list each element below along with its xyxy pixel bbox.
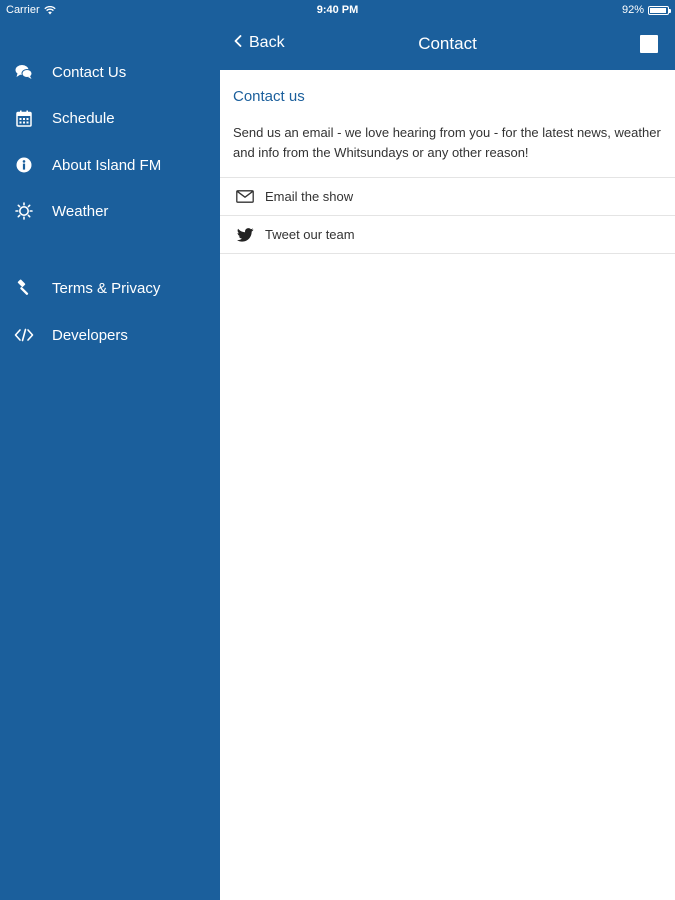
sidebar-item-schedule[interactable] (0, 98, 220, 138)
sidebar-item-weather[interactable] (0, 191, 220, 231)
calendar-icon (14, 108, 34, 128)
sidebar-item-label: Developers (52, 326, 128, 344)
row-label: Email the show (265, 189, 354, 204)
carrier-label: Carrier (6, 4, 40, 16)
page-title: Contact (418, 34, 477, 53)
sidebar-item-label: Contact Us (52, 63, 127, 81)
status-time: 9:40 PM (316, 4, 359, 16)
section-title: Contact us (233, 88, 305, 105)
sidebar-item-contact-us[interactable] (0, 52, 220, 92)
sidebar-item-about-island-fm[interactable] (0, 145, 220, 185)
square-icon[interactable] (640, 35, 658, 53)
section-description: Send us an email - we love hearing from you - for the latest news, weather and info from the Whitsundays or any other reason! (233, 125, 661, 160)
tweet-our-team-row[interactable] (220, 216, 675, 254)
sidebar-item-terms-privacy[interactable] (0, 268, 220, 308)
info-icon (14, 155, 34, 175)
email-the-show-row[interactable] (220, 178, 675, 216)
code-icon (14, 325, 34, 345)
row-label: Tweet our team (265, 227, 355, 242)
battery-percent: 92% (621, 4, 644, 16)
contact-actions-list (220, 177, 675, 254)
sidebar-item-developers[interactable] (0, 315, 220, 355)
sidebar-item-label: Schedule (52, 109, 115, 127)
battery-icon (648, 6, 669, 15)
back-label: Back (249, 34, 285, 51)
sidebar-item-label: About Island FM (52, 156, 162, 174)
envelope-icon (235, 187, 255, 207)
gavel-icon (14, 278, 34, 298)
battery-fill (650, 8, 666, 13)
chat-bubbles-icon (14, 62, 34, 82)
twitter-bird-icon (235, 225, 255, 245)
sidebar-item-label: Weather (52, 202, 109, 220)
status-right (622, 4, 669, 16)
navigation-bar (220, 20, 675, 70)
sun-icon (14, 201, 34, 221)
status-bar (0, 0, 675, 20)
sidebar-item-label: Terms & Privacy (52, 279, 161, 297)
content-panel (220, 70, 675, 900)
